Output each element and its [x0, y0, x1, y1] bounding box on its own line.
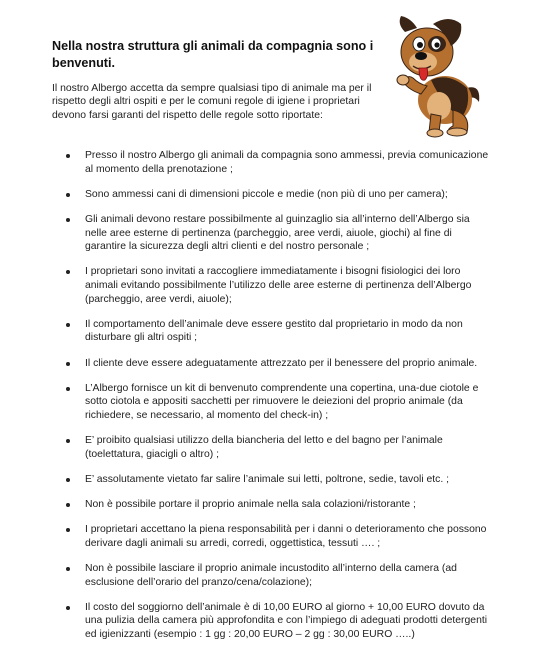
list-item	[52, 473, 492, 487]
bullet-icon	[66, 567, 70, 571]
bullet-icon	[66, 362, 70, 366]
rule-text: I proprietari sono invitati a raccogliere immediatamente i bisogni fisiologici dei loro animali evitando possibilmente l’utilizzo delle aree esterne di pertinenza dell’Albergo (parcheggio, aree verdi, aiuole);	[85, 266, 472, 305]
list-item	[52, 562, 492, 589]
bullet-icon	[66, 218, 70, 222]
list-item	[52, 382, 492, 423]
list-item	[52, 265, 492, 306]
list-item	[52, 601, 492, 642]
document-title: Nella nostra struttura gli animali da compagnia sono i benvenuti.	[52, 39, 374, 70]
bullet-icon	[66, 478, 70, 482]
bullet-icon	[66, 439, 70, 443]
bullet-icon	[66, 387, 70, 391]
list-item	[52, 188, 492, 202]
bullet-icon	[66, 323, 70, 327]
rule-text: Il cliente deve essere adeguatamente attrezzato per il benessere del proprio animale.	[85, 357, 478, 369]
list-item	[52, 149, 492, 176]
list-item	[52, 523, 492, 550]
list-item	[52, 498, 492, 512]
rule-text: Non è possibile lasciare il proprio animale incustodito all’interno della camera (ad esclusione dell’orario del pranzo/cena/colazione);	[85, 563, 457, 588]
bullet-icon	[66, 270, 70, 274]
rules-list	[52, 149, 492, 653]
rule-text: L’Albergo fornisce un kit di benvenuto comprendente una copertina, una-due ciotole e sotto ciotola e appositi sacchetti per rimuovere le deiezioni del proprio animale (da richiedere, se necessario, al momento del check-in) ;	[85, 382, 479, 421]
intro-paragraph: Il nostro Albergo accetta da sempre qualsiasi tipo di animale ma per il rispetto degli altri ospiti e per le comuni regole di igiene i proprietari devono farsi garanti del rispetto delle regole sotto riportate:	[52, 83, 372, 121]
bullet-icon	[66, 606, 70, 610]
rule-text: Presso il nostro Albergo gli animali da compagnia sono ammessi, previa comunicazione al momento della prenotazione ;	[85, 150, 489, 175]
rule-text: Sono ammessi cani di dimensioni piccole e medie (non più di uno per camera);	[85, 188, 448, 200]
rule-text: E’ proibito qualsiasi utilizzo della biancheria del letto e del bagno per l’animale (toelettatura, giacigli o altro) ;	[85, 435, 443, 460]
list-item	[52, 357, 492, 371]
rule-text: Non è possibile portare il proprio animale nella sala colazioni/ristorante ;	[85, 499, 416, 511]
bullet-icon	[66, 154, 70, 158]
rule-text: Il comportamento dell’animale deve essere gestito dal proprietario in modo da non disturbare gli altri ospiti ;	[85, 318, 463, 344]
rule-text: Gli animali devono restare possibilmente al guinzaglio sia all’interno dell’Albergo sia nelle aree esterne di pertinenza (parcheggio, aree verdi, aiuole, giochi) al fine di garantire la sicurezza degli altri clienti e del nostro personale ;	[85, 213, 470, 253]
rule-text: I proprietari accettano la piena responsabilità per i danni o deterioramento che possono derivare dagli animali su arredi, corredi, oggettistica, tessuti …. ;	[85, 524, 487, 549]
bullet-icon	[66, 503, 70, 507]
bullet-icon	[66, 528, 70, 532]
list-item	[52, 213, 492, 254]
rule-text: Il costo del soggiorno dell’animale è di 10,00 EURO al giorno + 10,00 EURO dovuto da una pulizia della camera più approfondita e con l’impiego di adeguati prodotti detergenti ed igienizzanti (esempio : 1 gg : 20,00 EURO – 2 gg : 30,00 EURO …..)	[85, 601, 488, 640]
list-item	[52, 434, 492, 461]
rule-text: E’ assolutamente vietato far salire l’animale sui letti, poltrone, sedie, tavoli etc. ;	[85, 473, 450, 485]
list-item	[52, 318, 492, 345]
bullet-icon	[66, 193, 70, 197]
cartoon-dog-icon	[383, 14, 483, 138]
